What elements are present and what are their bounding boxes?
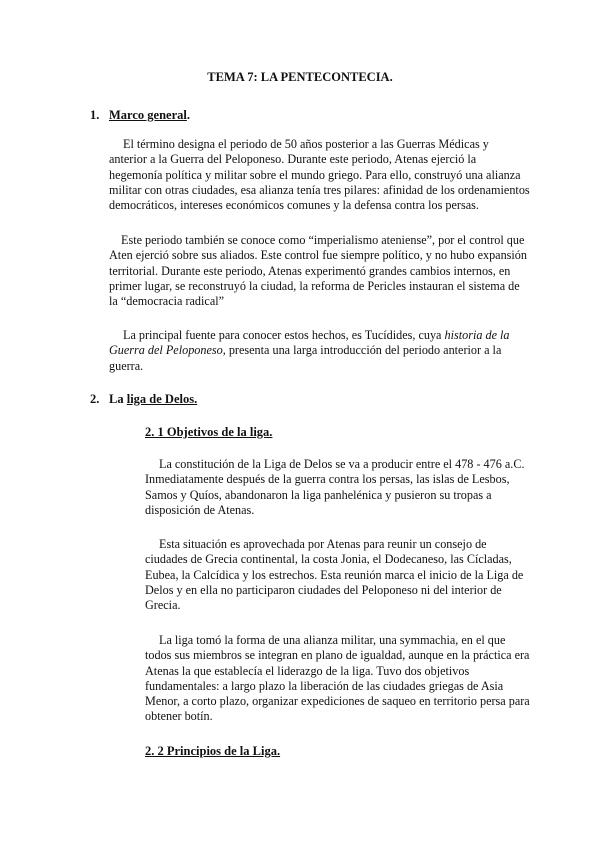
paragraph-line: democráticos, intereses económicos comunes y la defensa contra los persas. bbox=[109, 198, 479, 213]
section-1-heading bbox=[90, 108, 190, 123]
paragraph-line: El término designa el periodo de 50 años posterior a las Guerras Médicas y bbox=[123, 137, 489, 151]
paragraph-line: Aten ejerció sobre sus aliados. Este control fue siempre político, y no hubo expansión bbox=[109, 248, 527, 263]
paragraph-line: guerra. bbox=[109, 358, 144, 373]
paragraph-line: obtener botín. bbox=[145, 709, 213, 724]
paragraph-line: Menor, a corto plazo, organizar expediciones de saqueo en territorio persa para bbox=[145, 694, 530, 709]
paragraph-line: ciudades de Grecia continental, la costa Jonia, el Dodecaneso, las Cícladas, bbox=[145, 552, 512, 567]
paragraph-line: fundamentales: a largo plazo la liberación de las ciudades griegas de Asia bbox=[145, 678, 504, 693]
paragraph-6 bbox=[145, 633, 530, 725]
paragraph-line: todos sus miembros se integran en plano de igualdad, aunque en la práctica era bbox=[145, 648, 530, 663]
paragraph-line: anterior a la Guerra del Peloponeso. Durante este periodo, Atenas ejerció la bbox=[109, 152, 477, 167]
paragraph-line: Inmediatamente después de la guerra contra los persas, las islas de Lesbos, bbox=[145, 472, 510, 487]
paragraph-text: presenta una larga introducción del periodo anterior a la bbox=[225, 343, 502, 358]
paragraph-line: territorial. Durante este periodo, Atenas experimentó grandes cambios internos, en bbox=[109, 263, 511, 278]
page-title: TEMA 7: LA PENTECONTECIA. bbox=[207, 70, 393, 84]
paragraph-line: Atenas la que establecía el liderazgo de la liga. Tuvo dos objetivos bbox=[145, 663, 470, 678]
subsection-2-2-heading: 2. 2 Principios de la Liga. bbox=[145, 744, 281, 758]
section-2-heading bbox=[90, 392, 197, 407]
paragraph-line: La constitución de la Liga de Delos se va a producir entre el 478 - 476 a.C. bbox=[159, 457, 525, 471]
paragraph-4 bbox=[145, 457, 525, 518]
paragraph-line: la “democracia radical” bbox=[109, 294, 225, 309]
paragraph-line: militar con otras ciudades, esa alianza tenía tres pilares: afinidad de los ordenamientos bbox=[109, 182, 530, 197]
paragraph-line: Delos y en ella no participaron ciudades del Peloponeso ni del interior de bbox=[145, 582, 502, 597]
section-2-number: 2. bbox=[90, 392, 100, 406]
paragraph-text: La principal fuente para conocer estos hechos, es Tucídides, cuya bbox=[123, 328, 445, 342]
paragraph-1 bbox=[109, 137, 530, 213]
section-1-title: Marco general bbox=[109, 108, 187, 122]
paragraph-line: disposición de Atenas. bbox=[145, 502, 255, 517]
paragraph-line: Esta situación es aprovechada por Atenas para reunir un consejo de bbox=[159, 537, 487, 551]
section-2-title-prefix: La bbox=[109, 392, 127, 406]
paragraph-line: Samos y Quíos, abandonaron la liga panhelénica y pusieron su tropas a bbox=[145, 487, 492, 502]
paragraph-5 bbox=[145, 537, 524, 613]
paragraph-3 bbox=[109, 328, 509, 374]
paragraph-line: Eubea, la Calcídica y los estrechos. Esta reunión marca el inicio de la Liga de bbox=[145, 567, 524, 582]
book-title-part: Guerra del Peloponeso, bbox=[109, 343, 226, 358]
section-1-number: 1. bbox=[90, 108, 100, 122]
paragraph-line: hegemonía política y militar sobre el mundo griego. Para ello, construyó una alianza bbox=[109, 167, 521, 182]
paragraph-line: La liga tomó la forma de una alianza militar, una symmachia, en el que bbox=[159, 633, 506, 647]
paragraph-2 bbox=[109, 233, 527, 309]
book-title-part: historia de la bbox=[444, 328, 510, 342]
section-1-title-suffix: . bbox=[186, 108, 190, 122]
paragraph-line: Grecia. bbox=[145, 598, 181, 613]
subsection-2-1-heading: 2. 1 Objetivos de la liga. bbox=[145, 425, 273, 439]
section-2-title: liga de Delos. bbox=[126, 392, 198, 406]
paragraph-line: Este periodo también se conoce como “imperialismo ateniense”, por el control que bbox=[121, 233, 525, 247]
paragraph-line: primer lugar, se reconstruyó la ciudad, la reforma de Pericles instauran el sistema de bbox=[109, 278, 520, 293]
